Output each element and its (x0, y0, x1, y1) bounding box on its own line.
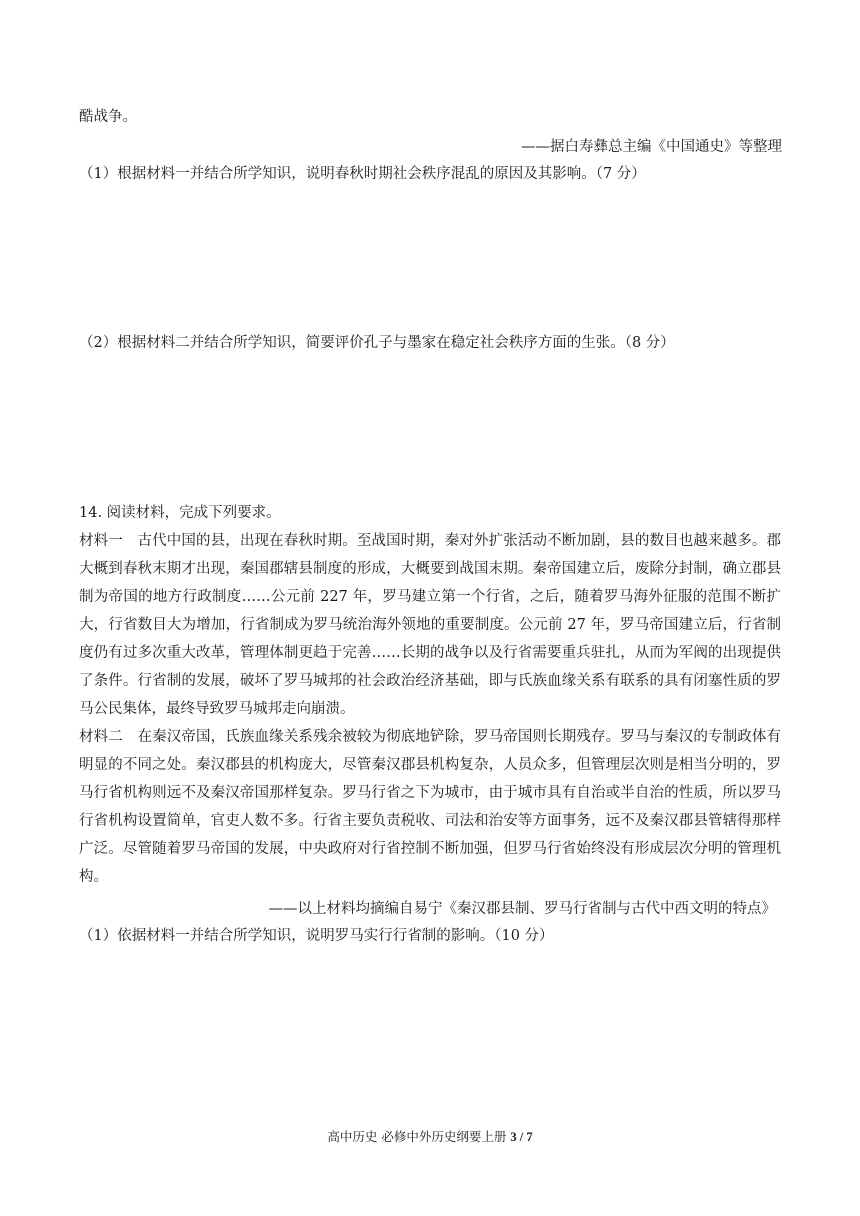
page-number: 3 / 7 (510, 1130, 533, 1144)
carryover-text: 酷战争。 (79, 109, 137, 125)
footer-course: 高中历史 必修中外历史纲要上册 (327, 1129, 507, 1144)
source-note: ——据白寿彝总主编《中国通史》等整理 (521, 139, 782, 155)
question-13-1: （1）根据材料一并结合所学知识，说明春秋时期社会秩序混乱的原因及其影响。（7 分） (79, 166, 646, 182)
material-1-paragraph: 材料一 古代中国的县，出现在春秋时期。至战国时期，秦对外扩张活动不断加剧，县的数目也越来越多。郡大概到春秋末期才出现，秦国郡辖县制度的形成，大概要到战国末期。秦帝国建立后，废除分封制，确立郡县制为帝国的地方行政制度……公元前 227 年，罗马建立第一个行省，之后，随着罗马海外征服的范围不断扩大，行省数目大为增加，行省制成为罗马统治海外领地的重要制度。公元前 27 年，罗马帝国建立后，行省制度仍有过多次重大改革，管理体制更趋于完善……长期的战争以及行省需要重兵驻扎，从而为军阀的出现提供了条件。行省制的发展，破坏了罗马城邦的社会政治经济基础，即与氏族血缘关系有联系的具有闭塞性质的罗马公民集体，最终导致罗马城邦走向崩溃。 (79, 533, 781, 717)
source-note: ——以上材料均摘编自易宁《秦汉郡县制、罗马行省制与古代中西文明的特点》 (268, 901, 776, 917)
page-footer (0, 1128, 860, 1146)
question-14-heading: 14. 阅读材料，完成下列要求。 (79, 505, 281, 521)
material-2-paragraph: 材料二 在秦汉帝国，氏族血缘关系残余被较为彻底地铲除，罗马帝国则长期残存。罗马与秦汉的专制政体有明显的不同之处。秦汉郡县的机构庞大，尽管秦汉郡县机构复杂，人员众多，但管理层次则是相当分明的，罗马行省机构则远不及秦汉帝国那样复杂。罗马行省之下为城市，由于城市具有自治或半自治的性质，所以罗马行省机构设置简单，官吏人数不多。行省主要负责税收、司法和治安等方面事务，远不及秦汉郡县管辖得那样广泛。尽管随着罗马帝国的发展，中央政府对行省控制不断加强，但罗马行省始终没有形成层次分明的管理机构。 (79, 729, 781, 885)
question-13-2: （2）根据材料二并结合所学知识，简要评价孔子与墨家在稳定社会秩序方面的生张。（8 分） (79, 335, 675, 351)
question-14-1: （1）依据材料一并结合所学知识，说明罗马实行行省制的影响。（10 分） (79, 928, 554, 944)
